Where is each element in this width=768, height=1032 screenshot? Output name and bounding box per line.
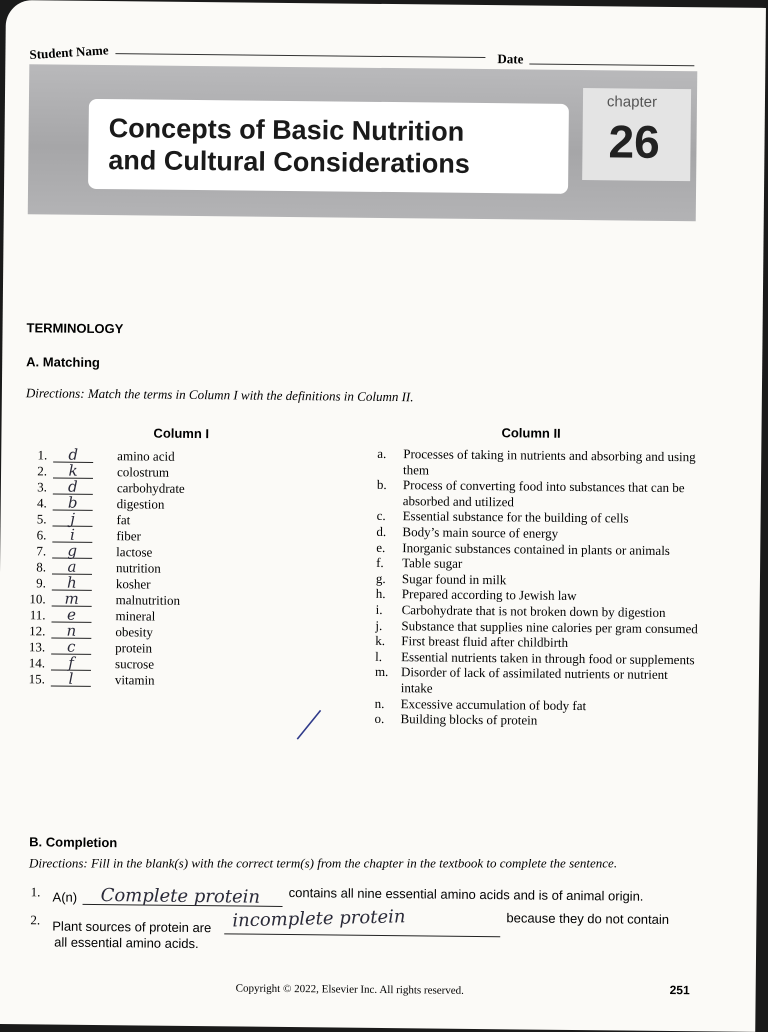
definition-row xyxy=(370,711,700,730)
term-label: carbohydrate xyxy=(116,480,185,496)
definition-text: Building blocks of protein xyxy=(400,711,538,728)
q2-number: 2. xyxy=(30,912,41,928)
definition-text: Sugar found in milk xyxy=(401,570,507,588)
q2-answer-line xyxy=(224,933,500,937)
definition-letter: a. xyxy=(377,445,387,462)
term-number: 8. xyxy=(36,559,47,575)
definition-text: First breast fluid after childbirth xyxy=(401,633,569,651)
student-name-label: Student Name xyxy=(29,42,109,62)
definition-text: Inorganic substances contained in plants or animals xyxy=(402,539,670,558)
matching-title: Matching xyxy=(42,354,100,371)
student-name-line xyxy=(115,53,485,58)
terminology-heading: TERMINOLOGY xyxy=(26,320,124,337)
term-label: fat xyxy=(116,512,131,528)
term-label: sucrose xyxy=(114,656,155,672)
term-number: 14. xyxy=(28,655,46,671)
definition-letter: g. xyxy=(375,570,386,586)
answer-blank[interactable]: c xyxy=(51,640,91,655)
definition-letter: k. xyxy=(375,633,386,649)
q1-number: 1. xyxy=(30,884,41,900)
checkmark-icon xyxy=(294,707,324,741)
term-number: 2. xyxy=(37,463,48,479)
completion-heading xyxy=(29,834,117,850)
term-label: protein xyxy=(115,640,153,656)
definition-text: Disorder of lack of assimilated nutrients or nutrient intake xyxy=(400,664,668,696)
answer-blank[interactable]: n xyxy=(51,624,91,639)
answer-blank[interactable]: h xyxy=(52,576,92,591)
answer-blank[interactable]: a xyxy=(52,560,92,575)
term-number: 3. xyxy=(37,479,47,495)
completion-title: Completion xyxy=(45,834,118,851)
definition-text: Carbohydrate that is not broken down by digestion xyxy=(401,602,666,620)
q1-prefix: A(n) xyxy=(52,889,78,905)
answer-blank[interactable]: d xyxy=(53,480,93,495)
definition-text: Processes of taking in nutrients and absorbing and using them xyxy=(403,446,696,478)
definition-letter: c. xyxy=(376,508,386,524)
page-number: 251 xyxy=(669,983,690,998)
definition-row xyxy=(373,477,703,512)
term-number: 11. xyxy=(29,607,46,623)
term-number: 15. xyxy=(28,671,45,687)
chapter-title-line1: Concepts of Basic Nutrition xyxy=(108,113,465,147)
definition-letter: n. xyxy=(374,695,385,711)
term-label: fiber xyxy=(116,528,142,544)
q2-answer[interactable]: incomplete protein xyxy=(232,906,406,932)
answer-blank[interactable]: b xyxy=(53,496,93,511)
answer-blank[interactable]: d xyxy=(53,448,93,463)
matching-directions: Directions: Match the terms in Column I with the definitions in Column II. xyxy=(25,385,414,405)
definition-row xyxy=(371,664,701,699)
term-label: nutrition xyxy=(115,560,161,576)
definition-text: Prepared according to Jewish law xyxy=(401,586,577,604)
answer-blank[interactable]: l xyxy=(51,672,91,687)
answer-blank[interactable]: k xyxy=(53,464,93,479)
column1-list xyxy=(27,447,359,690)
definition-row xyxy=(373,446,703,481)
q1-answer[interactable]: Complete protein xyxy=(100,885,261,908)
definition-letter: e. xyxy=(376,539,386,555)
term-label: amino acid xyxy=(117,448,175,464)
term-number: 1. xyxy=(37,447,48,463)
definition-text: Process of converting food into substances that can be absorbed and utilized xyxy=(402,477,685,510)
term-number: 7. xyxy=(36,543,47,559)
definition-text: Excessive accumulation of body fat xyxy=(400,695,587,713)
definition-letter: o. xyxy=(374,710,385,727)
definition-letter: d. xyxy=(376,523,387,539)
q1-text: contains all nine essential amino acids and is of animal origin. xyxy=(288,885,644,904)
term-number: 4. xyxy=(36,495,47,511)
term-label: colostrum xyxy=(116,464,170,480)
term-label: digestion xyxy=(116,496,165,512)
definition-text: Essential substance for the building of cells xyxy=(402,508,629,526)
definition-text: Substance that supplies nine calories per gram consumed xyxy=(401,617,698,636)
chapter-number: 26 xyxy=(608,115,660,168)
term-label: mineral xyxy=(115,608,156,624)
chapter-label: chapter xyxy=(606,93,658,111)
answer-blank[interactable]: j xyxy=(52,512,92,527)
term-number: 6. xyxy=(36,527,47,543)
answer-blank[interactable]: e xyxy=(51,608,91,623)
column1-heading: Column I xyxy=(153,425,210,442)
term-number: 10. xyxy=(29,591,46,607)
term-number: 13. xyxy=(28,639,46,655)
term-number: 12. xyxy=(29,623,46,639)
term-label: vitamin xyxy=(114,672,155,688)
completion-directions: Directions: Fill in the blank(s) with the correct term(s) from the chapter in the textbook to complete the sentence. xyxy=(28,855,618,871)
column2-list xyxy=(370,446,703,730)
term-label: lactose xyxy=(116,544,153,560)
q2-prefix: Plant sources of protein are xyxy=(52,918,212,936)
chapter-title-line2: and Cultural Considerations xyxy=(108,145,471,179)
matching-prefix: A. xyxy=(26,354,40,370)
q2-continuation: all essential amino acids. xyxy=(54,934,199,952)
column2-heading: Column II xyxy=(501,425,561,441)
answer-blank[interactable]: i xyxy=(52,528,92,543)
date-line xyxy=(529,63,694,66)
definition-letter: m. xyxy=(374,664,389,680)
term-label: malnutrition xyxy=(115,592,181,608)
term-number: 5. xyxy=(36,511,47,527)
definition-letter: h. xyxy=(375,586,386,602)
matching-heading xyxy=(26,354,100,370)
definition-letter: b. xyxy=(376,477,387,493)
answer-blank[interactable]: g xyxy=(52,544,92,559)
copyright-notice: Copyright © 2022, Elsevier Inc. All rights reserved. xyxy=(235,982,465,997)
answer-blank[interactable]: f xyxy=(51,656,91,671)
definition-text: Body’s main source of energy xyxy=(402,524,559,541)
definition-letter: l. xyxy=(375,648,383,664)
q2-text: because they do not contain xyxy=(506,910,670,927)
definition-text: Essential nutrients taken in through food or supplements xyxy=(401,648,695,667)
definition-letter: j. xyxy=(375,617,383,633)
definition-letter: i. xyxy=(375,601,383,617)
term-label: kosher xyxy=(115,576,151,592)
answer-blank[interactable]: m xyxy=(52,592,92,607)
date-label: Date xyxy=(497,51,524,67)
column1-row xyxy=(27,671,357,690)
term-label: obesity xyxy=(115,624,154,640)
definition-letter: f. xyxy=(376,555,384,571)
completion-prefix: B. xyxy=(29,834,43,850)
definition-text: Table sugar xyxy=(402,555,463,571)
term-number: 9. xyxy=(36,575,46,591)
